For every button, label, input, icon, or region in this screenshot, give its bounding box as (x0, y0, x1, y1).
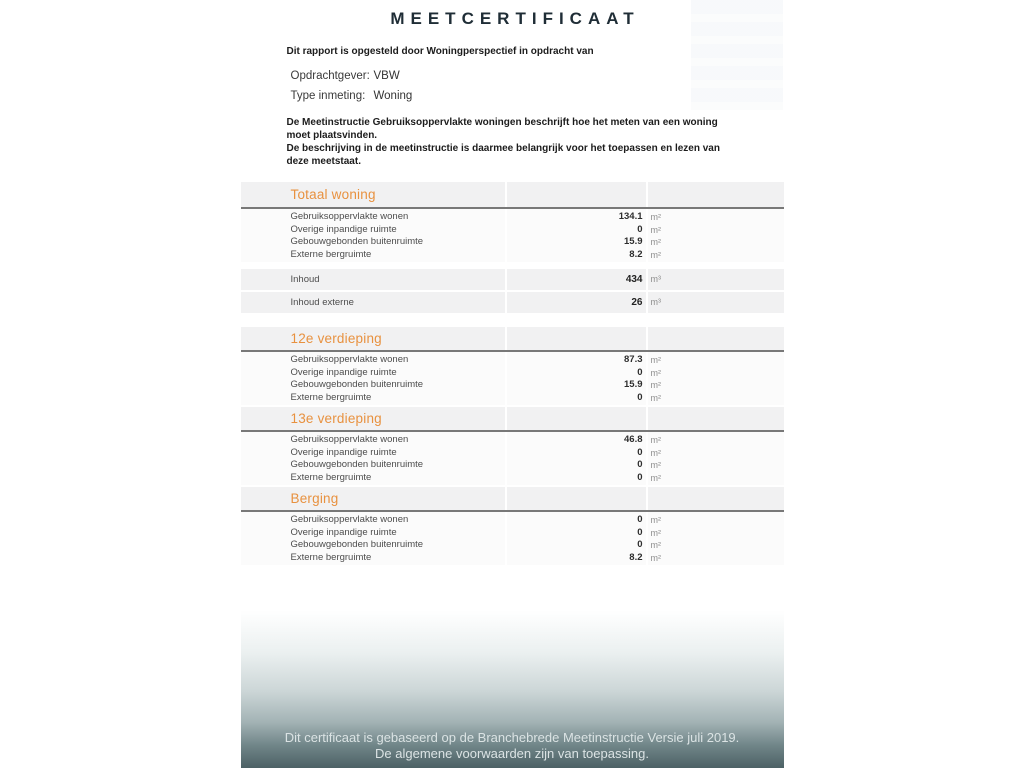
section-rows (241, 432, 784, 485)
table-row-label: Gebruiksoppervlakte wonen (290, 434, 409, 445)
table-row-value: 0 (637, 471, 643, 483)
total-value: 26 (507, 292, 646, 313)
description-line: De Meetinstructie Gebruiksoppervlakte woningen beschrijft hoe het meten van een woning moet plaatsvinden. (286, 117, 718, 141)
table-row-label: Overige inpandige ruimte (290, 223, 397, 235)
table-row-value: 8.2 (629, 248, 643, 260)
field-label: Opdrachtgever: (290, 70, 370, 82)
certificate-page (241, 0, 784, 768)
total-value: 434 (507, 269, 646, 290)
footer-line: Dit certificaat is gebaseerd op de Branchebrede Meetinstructie Versie juli 2019. (284, 730, 740, 745)
table-row-label: Overige inpandige ruimte (290, 366, 397, 378)
field-label: Type inmeting: (290, 90, 366, 102)
table-row-unit: m² (650, 380, 661, 390)
intro-text: Dit rapport is opgesteld door Woningperspectief in opdracht van (286, 46, 594, 57)
measurement-table (241, 182, 784, 565)
table-row-unit: m² (650, 460, 661, 470)
table-row-unit: m² (650, 527, 661, 538)
table-row-unit: m² (650, 212, 661, 222)
page-title: MEETCERTIFICAAT (390, 9, 640, 28)
total-unit: m³ (648, 292, 784, 313)
table-row-label: Externe bergruimte (290, 551, 372, 563)
table-row-unit: m² (650, 355, 661, 365)
section-13e-verdieping (241, 407, 784, 485)
footer-line: De algemene voorwaarden zijn van toepassing. (375, 745, 649, 761)
field-value: VBW (373, 70, 400, 82)
section-header (241, 327, 784, 350)
table-row-value: 0 (637, 526, 643, 538)
table-row-label: Externe bergruimte (290, 471, 372, 483)
table-row-value: 87.3 (624, 354, 643, 365)
field-value: Woning (373, 90, 413, 102)
total-label: Inhoud externe (241, 292, 505, 313)
table-row-unit: m² (650, 392, 661, 403)
section-berging (241, 487, 784, 565)
table-row-unit: m² (650, 224, 661, 235)
total-row-inhoud-externe (241, 292, 784, 313)
table-row-label: Gebruiksoppervlakte wonen (290, 354, 409, 365)
table-row-unit: m² (650, 552, 661, 563)
table-row-unit: m² (650, 435, 661, 445)
section-rows (241, 209, 784, 262)
table-row-unit: m² (650, 447, 661, 458)
table-row-unit: m² (650, 515, 661, 525)
table-row-value: 0 (637, 539, 643, 550)
table-row-value: 15.9 (624, 379, 643, 390)
section-rows (241, 352, 784, 405)
table-row-value: 0 (637, 514, 643, 525)
table-row-value: 0 (637, 446, 643, 458)
table-row-unit: m² (650, 237, 661, 247)
certificate-footer (241, 730, 784, 761)
table-row-label: Gebouwgebonden buitenruimte (290, 539, 424, 550)
section-rows (241, 512, 784, 565)
table-row-value: 8.2 (629, 551, 643, 563)
table-row-label: Gebruiksoppervlakte wonen (290, 211, 409, 222)
section-heading: Berging (290, 491, 339, 506)
section-header (241, 407, 784, 430)
table-row-label: Gebouwgebonden buitenruimte (290, 459, 424, 470)
section-heading: 13e verdieping (290, 411, 382, 426)
table-row-label: Gebouwgebonden buitenruimte (290, 236, 424, 247)
table-row-unit: m² (650, 249, 661, 260)
table-row-label: Externe bergruimte (290, 391, 372, 403)
section-heading: Totaal woning (290, 187, 376, 202)
total-unit: m³ (648, 269, 784, 290)
table-row-value: 134.1 (618, 211, 643, 222)
table-row-value: 46.8 (624, 434, 643, 445)
table-row-unit: m² (650, 472, 661, 483)
section-totaal-woning (241, 182, 784, 262)
section-12e-verdieping (241, 327, 784, 405)
section-header (241, 487, 784, 510)
table-row-value: 0 (637, 391, 643, 403)
table-row-label: Externe bergruimte (290, 248, 372, 260)
table-row-value: 15.9 (624, 236, 643, 247)
table-row-value: 0 (637, 366, 643, 378)
table-row-value: 0 (637, 223, 643, 235)
total-row-inhoud (241, 269, 784, 290)
table-row-unit: m² (650, 540, 661, 550)
section-heading: 12e verdieping (290, 331, 382, 346)
total-label: Inhoud (241, 269, 505, 290)
table-row-label: Gebruiksoppervlakte wonen (290, 514, 409, 525)
description-text (287, 116, 744, 168)
section-header (241, 182, 784, 207)
table-row-value: 0 (637, 459, 643, 470)
table-row-label: Overige inpandige ruimte (290, 526, 397, 538)
table-row-label: Overige inpandige ruimte (290, 446, 397, 458)
table-row-unit: m² (650, 367, 661, 378)
table-row-label: Gebouwgebonden buitenruimte (290, 379, 424, 390)
description-line: De beschrijving in de meetinstructie is daarmee belangrijk voor het toepassen en lezen van deze meetstaat. (286, 143, 720, 167)
